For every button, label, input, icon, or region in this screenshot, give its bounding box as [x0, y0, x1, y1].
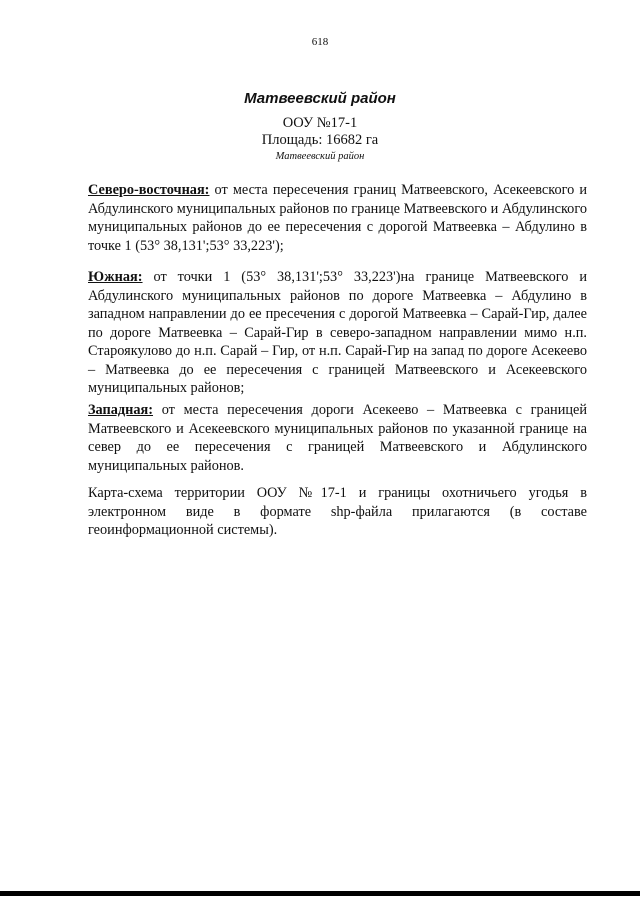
northeast-heading: Северо-восточная: — [88, 182, 210, 198]
west-boundary-paragraph — [88, 401, 587, 475]
bottom-rule — [0, 891, 640, 896]
district-title: Матвеевский район — [244, 90, 396, 107]
west-heading: Западная: — [88, 402, 154, 418]
south-heading: Южная: — [88, 269, 143, 285]
south-boundary-paragraph — [88, 268, 587, 398]
district-subtitle: Матвеевский район — [275, 151, 365, 162]
closing-paragraph: Карта-схема территории ООУ №17-1 и границы охотничьего угодья в электронном виде в формате shp-файла прилагаются (в составе геоинформационной системы). — [88, 485, 587, 538]
south-text: от точки 1 (53° 38,131';53° 33,223')на границе Матвеевского и Абдулинского муниципальных районов по дороге Матвеевка – Абдулино в западном направлении до ее пресечения с дорогой Матвеевка – Сарай-Гир, далее по дороге Матвеевка – Сарай-Гир в северо-западном направлении мимо н.п. Староякулово до н.п. Сарай – Гир, от н.п. Сарай-Гир на запад по дороге Асекеево – Матвеевка до ее пересечения с границей Матвеевского и Асекеевского муниципальных районов; — [88, 269, 587, 396]
ooy-id: ООУ №17-1 — [282, 115, 358, 131]
page-number: 618 — [311, 36, 329, 48]
area: Площадь: 16682 га — [261, 132, 379, 148]
west-text: от места пересечения дороги Асекеево – Матвеевка с границей Матвеевского и Асекеевского муниципальных районов по указанной границе на север до ее пересечения с границей Матвеевского и Абдулинского муниципальных районов. — [88, 402, 587, 474]
northeast-text: от места пересечения границ Матвеевского, Асекеевского и Абдулинского муниципальных районов по границе Матвеевского и Абдулинского муниципальных районов до ее пересечения с дорогой Матвеевка – Абдулино в точке 1 (53° 38,131';53° 33,223'); — [88, 182, 587, 254]
northeast-boundary-paragraph — [88, 181, 587, 255]
